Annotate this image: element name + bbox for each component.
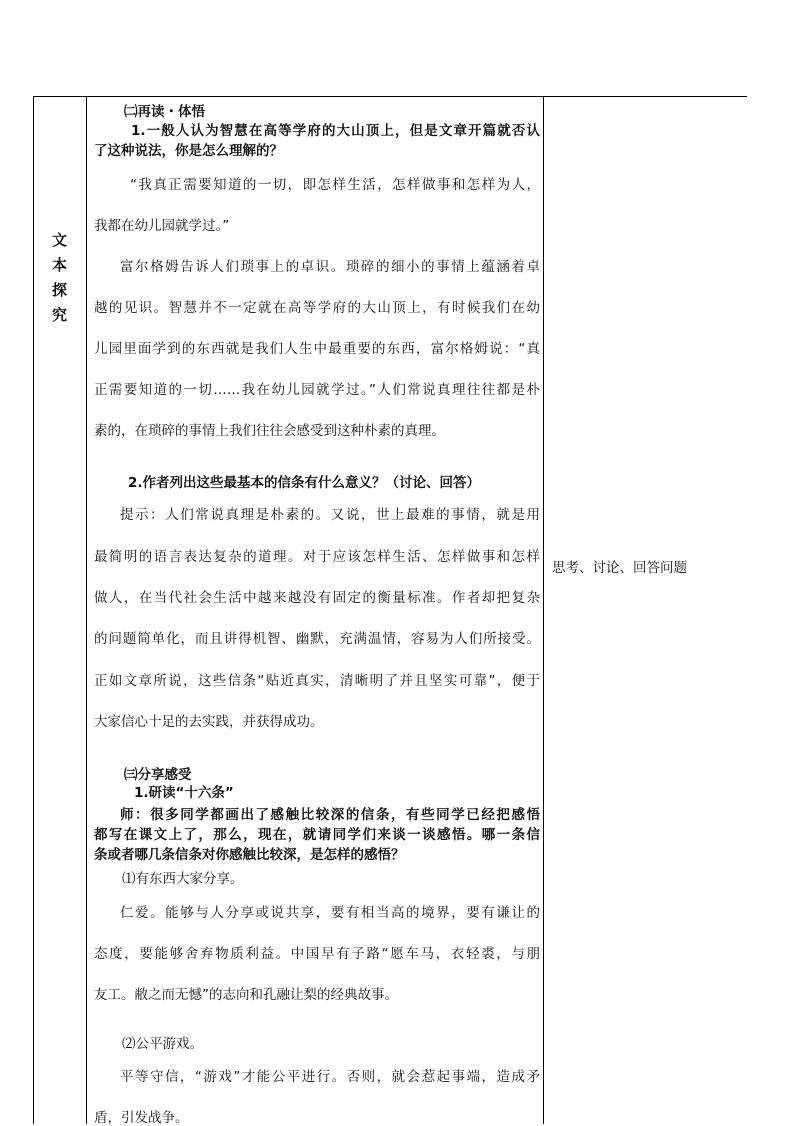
teacher-line: 师：很多同学都画出了感触比较深的信条，有些同学已经把感悟 bbox=[120, 807, 540, 823]
point-2-title: ⑵公平游戏。 bbox=[122, 1036, 203, 1052]
section-label-char: 探 bbox=[51, 281, 67, 299]
answer-2-line: 最简明的语言表达复杂的道理。对于应该怎样生活、怎样做事和怎样 bbox=[94, 549, 540, 565]
teacher-line: 都写在课文上了，那么，现在，就请同学们来谈一谈感悟。哪一条信 bbox=[94, 827, 540, 843]
section-3-heading: ㈢分享感受 bbox=[124, 767, 192, 783]
answer-2-line: 做人，在当代社会生活中越来越没有固定的衡量标准。作者却把复杂 bbox=[94, 590, 540, 606]
teacher-line: 条或者哪几条信条对你感触比较深，是怎样的感悟？ bbox=[94, 847, 405, 863]
point-1-title: ⑴有东西大家分享。 bbox=[122, 871, 244, 887]
answer-2-line: 正如文章所说，这些信条“贴近真实，清晰明了并且坚实可靠”，便于 bbox=[94, 673, 540, 689]
quote-line: “我真正需要知道的一切，即怎样生活，怎样做事和怎样为人， bbox=[130, 177, 540, 193]
answer-1-line: 越的见识。智慧并不一定就在高等学府的大山顶上，有时候我们在幼 bbox=[94, 300, 540, 316]
section-label bbox=[33, 228, 86, 328]
activity-note: 思考、讨论、回答问题 bbox=[552, 560, 687, 576]
answer-2-line: 大家信心十足的去实践，并获得成功。 bbox=[94, 714, 324, 730]
answer-1-line: 素的，在琐碎的事情上我们往往会感受到这种朴素的真理。 bbox=[94, 423, 445, 439]
question-2: 2.作者列出这些最基本的信条有什么意义？（讨论、回答） bbox=[128, 475, 481, 491]
question-1-line: 1.一般人认为智慧在高等学府的大山顶上，但是文章开篇就否认 bbox=[131, 123, 540, 139]
section-label-char: 文 bbox=[51, 231, 67, 249]
section-label-char: 究 bbox=[51, 306, 67, 324]
lesson-table bbox=[33, 96, 747, 1124]
point-1-line: 友工。敝之而无憾”的志向和孔融让梨的经典故事。 bbox=[94, 987, 398, 1003]
question-1-line: 了这种说法，你是怎么理解的？ bbox=[94, 143, 283, 159]
point-1-line: 态度，要能够舍弃物质利益。中国早有子路“愿车马，衣轻裘，与朋 bbox=[94, 946, 540, 962]
answer-1-line: 富尔格姆告诉人们琐事上的卓识。琐碎的细小的事情上蕴涵着卓 bbox=[120, 259, 540, 275]
point-1-line: 仁爱。能够与人分享或说共享，要有相当高的境界，要有谦让的 bbox=[120, 905, 540, 921]
answer-1-line: 正需要知道的一切……我在幼儿园就学过。”人们常说真理往往都是朴 bbox=[94, 382, 540, 398]
subsection-heading: 1.研读“十六条” bbox=[134, 785, 234, 801]
point-2-line: 盾，引发战争。 bbox=[94, 1110, 189, 1126]
answer-1-line: 儿园里面学到的东西就是我们人生中最重要的东西，富尔格姆说：“真 bbox=[94, 341, 540, 357]
table-divider-1 bbox=[86, 97, 87, 1124]
section-label-char: 本 bbox=[51, 256, 67, 274]
quote-line: 我都在幼儿园就学过。” bbox=[94, 218, 230, 234]
answer-2-line: 提示：人们常说真理是朴素的。又说，世上最难的事情，就是用 bbox=[120, 507, 540, 523]
section-2-heading: ㈡再读・体悟 bbox=[124, 104, 205, 120]
point-2-line: 平等守信，“游戏”才能公平进行。否则，就会惹起事端，造成矛 bbox=[120, 1069, 540, 1085]
answer-2-line: 的问题简单化，而且讲得机智、幽默，充满温情，容易为人们所接受。 bbox=[94, 631, 540, 647]
table-divider-2 bbox=[543, 97, 544, 1124]
